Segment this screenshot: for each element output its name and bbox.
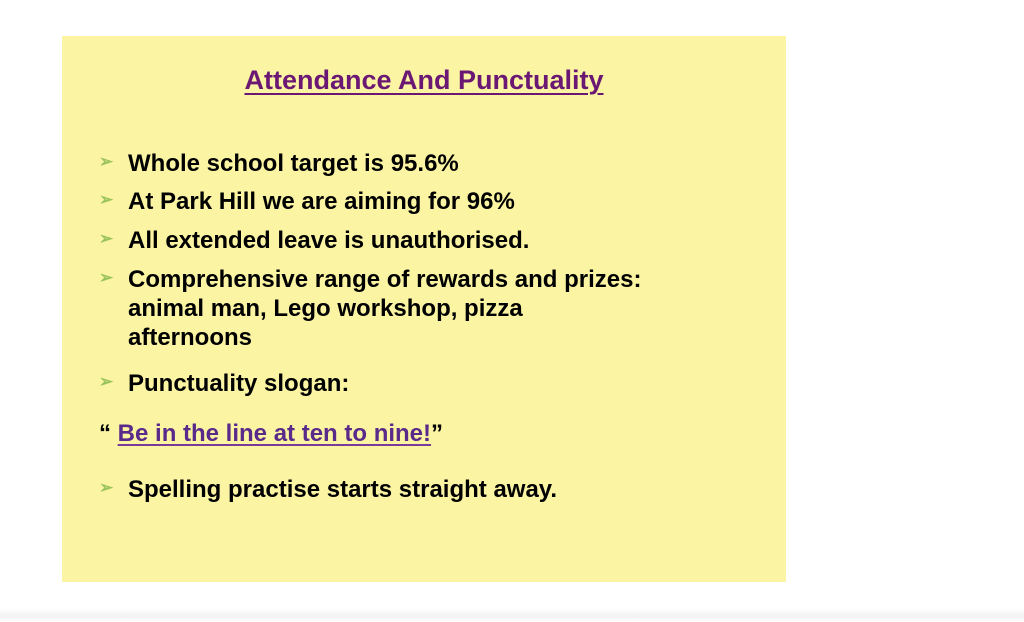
arrow-bullet-icon: ➢	[99, 229, 114, 248]
arrow-bullet-icon: ➢	[99, 152, 114, 171]
arrow-bullet-icon: ➢	[99, 190, 114, 209]
bullet-text: At Park Hill we are aiming for 96%	[128, 188, 515, 215]
bullet-text: Whole school target is 95.6%	[128, 150, 459, 177]
scan-edge	[0, 608, 1024, 622]
bullet-text-line: afternoons	[128, 324, 253, 351]
slogan-text: Be in the line at ten to nine!	[117, 420, 432, 447]
slogan-open-quote: “	[99, 420, 118, 447]
slide-card	[62, 36, 786, 582]
bullet-text-line: Comprehensive range of rewards and prizes:	[128, 266, 642, 293]
slogan-close-quote: ”	[431, 420, 444, 447]
arrow-bullet-icon: ➢	[99, 372, 114, 391]
bullet-text	[128, 265, 758, 352]
bullet-text-line: animal man, Lego workshop, pizza	[128, 295, 523, 322]
bullet-text: Spelling practise starts straight away.	[128, 476, 558, 503]
bullet-text: All extended leave is unauthorised.	[128, 227, 530, 254]
slogan	[99, 419, 443, 448]
arrow-bullet-icon: ➢	[99, 478, 114, 497]
slide-title: Attendance And Punctuality	[244, 65, 604, 95]
bullet-text: Punctuality slogan:	[128, 370, 350, 397]
arrow-bullet-icon: ➢	[99, 268, 114, 287]
